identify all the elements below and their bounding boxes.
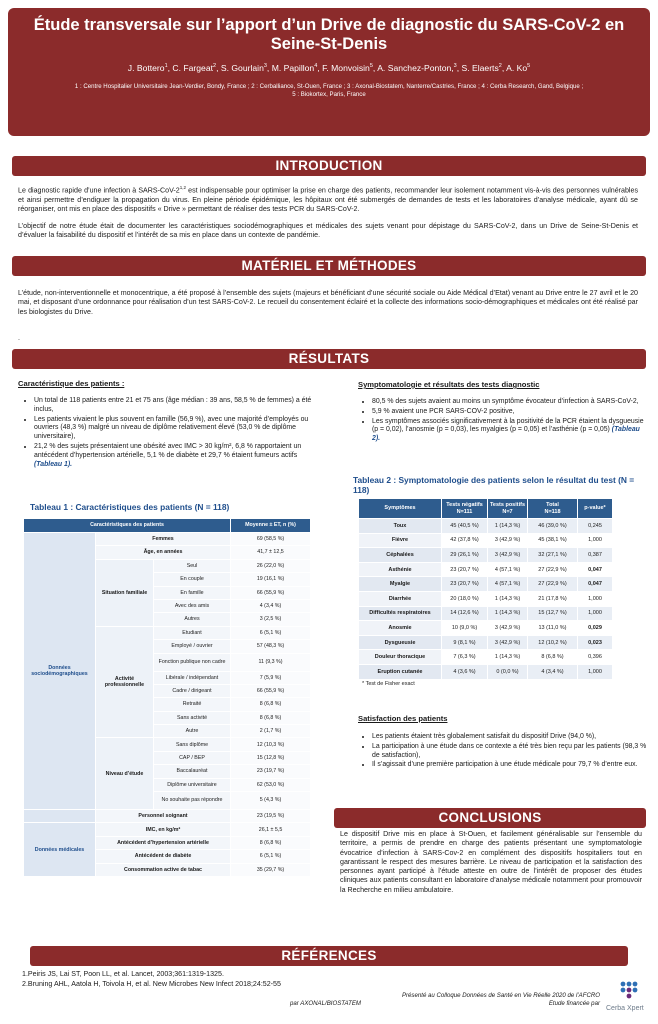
table1-caption: Tableau 1 : Caractéristiques des patients (N = 118) <box>30 502 230 512</box>
header-line: N=111 <box>456 508 473 515</box>
negative-count: 9 (8,1 %) <box>442 635 488 650</box>
introduction-paragraph-2: L’objectif de notre étude était de documenter les caractéristiques sociodémographiques et médicales des sujets venant pour dépistage du SARS-CoV-2, dans un Drive de Seine-St-Denis et d’évaluer la faisabilité du dispositif et l’intérêt de sa mis en place dans un contexte de pandémie. <box>18 222 638 240</box>
table1 <box>23 518 311 877</box>
positive-count: 0 (0,0 %) <box>488 664 528 679</box>
logo-text: Cerba Xpert <box>606 1005 644 1012</box>
p-value: 0,029 <box>578 621 613 636</box>
table1-subgroup: Niveau d’étude <box>96 738 154 810</box>
satisfaction-list <box>358 733 648 771</box>
table-cell: Seul <box>154 559 231 572</box>
total-count: 15 (12,7 %) <box>528 606 578 621</box>
table2-header-cell <box>578 499 613 519</box>
list-item-text: Les symptômes associés significativement à la positivité de la PCR étaient la dysgueusie (p = 0,02), l’anosmie (p = 0,03), les myalgies (p = 0,05) et l’asthénie (p = 0,05) <box>372 417 644 434</box>
p-value: 0,396 <box>578 650 613 665</box>
table-cell: 11 (9,3 %) <box>231 653 311 671</box>
authors-list: J. Bottero$^1$, C. Fargeat$^2$, S. Gourlain$^3$, M. Papillon$^4$, F. Monvoisin$^5$, A. Sanchez-Ponton,$^3$, S. Elaerts$^2$, A. Ko$^5$ <box>127 63 531 73</box>
positive-count: 1 (14,3 %) <box>488 519 528 534</box>
total-count: 4 (3,4 %) <box>528 664 578 679</box>
methods-paragraph: L’étude, non-interventionnelle et monocentrique, a été proposé à l’ensemble des sujets (majeurs et bénéficiant d’une sécurité sociale ou Aide Médical d’Etat) venant au Drive entre le 27 avril et le 20 mai, et disposant d’une ordonnance pour réalisation d’un test SARS-CoV-2. Le recueil du consentement éclairé et la collecte des informations socio-démographiques et médicales ont été réalisé par les biologistes du Drive. <box>18 289 638 316</box>
author: A. Sanchez-Ponton, <box>377 63 454 73</box>
positive-count: 3 (42,9 %) <box>488 533 528 548</box>
list-item-text: Les patients vivaient le plus souvent en famille (56,9 %), avec une majorité d’employés ou ouvriers (48,3 %) malgré un niveau de diplôme relativement élevé (53,0 % de diplôme universitaire), <box>34 415 309 441</box>
p-value: 1,000 <box>578 591 613 606</box>
table-cell: Fonction publique non cadre <box>154 653 231 671</box>
table-cell: Consommation active de tabac <box>96 863 231 876</box>
list-item <box>372 408 648 417</box>
positive-count: 1 (14,3 %) <box>488 606 528 621</box>
p-value: 0,245 <box>578 519 613 534</box>
table2-note: * Test de Fisher exact <box>362 681 415 687</box>
symptomatology-list <box>358 398 648 445</box>
list-item <box>34 443 312 469</box>
symptom-name: Douleur thoracique <box>359 650 442 665</box>
table-cell: 35 (29,7 %) <box>231 863 311 876</box>
list-item <box>34 416 312 442</box>
table-cell: Sans activité <box>154 711 231 724</box>
table2-row <box>359 606 613 621</box>
table-cell: 7 (5,9 %) <box>231 671 311 684</box>
table-cell: Etudiant <box>154 626 231 639</box>
list-item <box>372 398 648 407</box>
table1-group-socio: Données sociodémographiques <box>24 533 96 810</box>
table-row <box>24 533 311 546</box>
table-cell: En famille <box>154 586 231 599</box>
author: F. Monvoisin <box>322 63 370 73</box>
p-value: 0,387 <box>578 548 613 563</box>
header-line: Tests négatifs <box>446 502 483 508</box>
conclusions-text: Le dispositif Drive mis en place à St-Ouen, et facilement généralisable sur l’ensemble du territoire, a permis de prendre en charge des patients présentant une symptomatologie évocatrice d’infection à SARS-Cov-2 en complément des dispositifs hospitaliers tout en garantissant le respect des mesures barrière. Le niveau de participation et la satisfaction des personnes ayant participé à l’étude atteste en outre de l’intérêt de proposer des études cliniques aux patients consultant en laboratoire d’analyse médicale notamment pour promouvoir la Recherche en milieu ambulatoire. <box>340 830 642 894</box>
negative-count: 23 (20,7 %) <box>442 577 488 592</box>
total-count: 46 (39,0 %) <box>528 519 578 534</box>
table-cell: Retraité <box>154 698 231 711</box>
table-cell: 26 (22,0 %) <box>231 559 311 572</box>
total-count: 13 (11,0 %) <box>528 621 578 636</box>
table-reference: (Tableau 1). <box>34 460 73 468</box>
poster-title <box>18 16 640 54</box>
author-affiliation-number: 4 <box>314 63 318 70</box>
table-cell: 8 (6,8 %) <box>231 836 311 849</box>
symptom-name: Fièvre <box>359 533 442 548</box>
negative-count: 45 (40,5 %) <box>442 519 488 534</box>
table1-header-characteristics: Caractéristiques des patients <box>24 519 231 533</box>
table-cell: Sans diplôme <box>154 738 231 751</box>
p-value: 1,000 <box>578 533 613 548</box>
header-line: Total <box>546 502 559 508</box>
table-cell: Personnel soignant <box>96 810 231 823</box>
p-value: 0,023 <box>578 635 613 650</box>
list-item-text: 5,9 % avaient une PCR SARS-COV-2 positive, <box>372 407 515 415</box>
table-cell: 15 (12,8 %) <box>231 751 311 764</box>
list-item <box>372 418 648 444</box>
header-line: N=7 <box>502 508 513 515</box>
table-cell: Avec des amis <box>154 599 231 612</box>
list-item: • Les patients étaient très globalement satisfait du dispositif Drive (94,0 %), <box>372 733 648 742</box>
negative-count: 42 (37,8 %) <box>442 533 488 548</box>
title-line-1: Étude transversale sur l’apport d’un Drive de diagnostic du SARS-CoV-2 en <box>33 16 625 34</box>
list-item-text: Un total de 118 patients entre 21 et 75 ans (âge médian : 39 ans, 58,5 % de femmes) a été inclus, <box>34 397 312 413</box>
table2 <box>358 498 613 680</box>
symptom-name: Eruption cutanée <box>359 664 442 679</box>
table1-subgroup: Activité professionnelle <box>96 626 154 738</box>
total-count: 12 (10,2 %) <box>528 635 578 650</box>
table1-container <box>23 518 311 877</box>
table-cell: 26,1 ± 5,5 <box>231 823 311 836</box>
negative-count: 10 (9,0 %) <box>442 621 488 636</box>
table-cell: 41,7 ± 12,5 <box>231 546 311 559</box>
author-affiliation-number: 5 <box>527 63 531 70</box>
symptom-name: Myalgie <box>359 577 442 592</box>
total-count: 45 (38,1 %) <box>528 533 578 548</box>
negative-count: 23 (20,7 %) <box>442 562 488 577</box>
p-value: 1,000 <box>578 664 613 679</box>
list-item: • Il s’agissait d’une première participation à une étude médicale pour 79,7 % d’entre eux. <box>372 761 648 770</box>
header-line: Tests positifs <box>489 502 526 508</box>
patient-characteristics-list <box>20 397 312 470</box>
table-cell: 62 (53,0 %) <box>231 778 311 791</box>
author-affiliation-number: 3 <box>263 63 267 70</box>
negative-count: 14 (12,6 %) <box>442 606 488 621</box>
table-cell: Autres <box>154 613 231 626</box>
table-cell: 12 (10,3 %) <box>231 738 311 751</box>
poster-header <box>8 8 650 136</box>
table2-row <box>359 591 613 606</box>
list-item: • La participation à une étude dans ce contexte a été très bien reçu par les patients (98,3 % de satisfaction), <box>372 743 648 761</box>
table-cell: No souhaite pas répondre <box>154 792 231 810</box>
symptomatology-title: Symptomatologie et résultats des tests diagnostic <box>358 380 540 389</box>
author: S. Elaerts <box>461 63 499 73</box>
negative-count: 4 (3,6 %) <box>442 664 488 679</box>
author: J. Bottero <box>127 63 165 73</box>
header-line: p-value* <box>584 505 606 512</box>
author-affiliation-number: 2 <box>213 63 217 70</box>
header-line: Symptômes <box>384 505 416 512</box>
table-cell: Employé / ouvrier <box>154 640 231 653</box>
symptom-name: Diarrhée <box>359 591 442 606</box>
references-list <box>22 970 442 989</box>
table-cell: En couple <box>154 573 231 586</box>
table-cell: Antécédent de diabète <box>96 850 231 863</box>
table2-row <box>359 548 613 563</box>
table2-row <box>359 650 613 665</box>
table2-row <box>359 664 613 679</box>
author: C. Fargeat <box>172 63 214 73</box>
table1-subgroup: Situation familiale <box>96 559 154 626</box>
total-count: 27 (22,9 %) <box>528 577 578 592</box>
table-cell: 23 (19,5 %) <box>231 810 311 823</box>
symptom-name: Toux <box>359 519 442 534</box>
table-cell: 19 (16,1 %) <box>231 573 311 586</box>
symptom-name: Difficultés respiratoires <box>359 606 442 621</box>
table-cell: 23 (19,7 %) <box>231 765 311 778</box>
logo-dots-icon <box>617 980 641 1002</box>
positive-count: 1 (14,3 %) <box>488 650 528 665</box>
table-cell: 4 (3,4 %) <box>231 599 311 612</box>
table-cell: IMC, en kg/m² <box>96 823 231 836</box>
header-line: N=118 <box>544 508 561 515</box>
table-reference: (Tableau 2). <box>372 426 640 443</box>
positive-count: 3 (42,9 %) <box>488 548 528 563</box>
table-cell: Diplôme universitaire <box>154 778 231 791</box>
table2-row <box>359 635 613 650</box>
footer-credit: Présenté au Colloque Données de Santé en Vie Réelle 2020 de l’AFCRO par AXONAL/BIOSTATEM Etude financée par <box>290 992 600 1007</box>
table-cell: 5 (4,3 %) <box>231 792 311 810</box>
total-count: 27 (22,9 %) <box>528 562 578 577</box>
table-cell: Cadre / dirigeant <box>154 684 231 697</box>
table-cell: 66 (55,9 %) <box>231 684 311 697</box>
table-cell: 6 (5,1 %) <box>231 626 311 639</box>
symptom-name: Céphalées <box>359 548 442 563</box>
references-heading: RÉFÉRENCES <box>30 946 628 966</box>
table-cell: 66 (55,9 %) <box>231 586 311 599</box>
table-row <box>24 519 311 533</box>
table2-header-row <box>359 499 613 519</box>
total-count: 8 (6,8 %) <box>528 650 578 665</box>
positive-count: 3 (42,9 %) <box>488 621 528 636</box>
results-heading: RÉSULTATS <box>12 349 646 369</box>
table-cell: Libérale / indépendant <box>154 671 231 684</box>
author-affiliation-number: 3 <box>453 63 457 70</box>
table-cell: 69 (58,5 %) <box>231 533 311 546</box>
introduction-heading: INTRODUCTION <box>12 156 646 176</box>
table-cell: 8 (6,8 %) <box>231 711 311 724</box>
table2-header-cell <box>442 499 488 519</box>
table-cell: 6 (5,1 %) <box>231 850 311 863</box>
positive-count: 1 (14,3 %) <box>488 591 528 606</box>
p-value: 0,047 <box>578 562 613 577</box>
table-cell: Baccalauréat <box>154 765 231 778</box>
symptom-name: Anosmie <box>359 621 442 636</box>
table-row <box>24 823 311 836</box>
total-count: 21 (17,8 %) <box>528 591 578 606</box>
author-affiliation-number: 5 <box>369 63 373 70</box>
table2-header-cell <box>359 499 442 519</box>
author: A. Ko <box>506 63 528 73</box>
affiliations: 1 : Centre Hospitalier Universitaire Jean-Verdier, Bondy, France ; 2 : Cerballiance, St-Ouen, France ; 3 : Axonal-Biostatem, Nanterre/Castries, France ; 4 : Cerba Research, Gand, Belgique ; 5 : Biokortex, Paris, France <box>74 83 584 98</box>
table2-container <box>358 498 613 680</box>
table-cell: 57 (48,3 %) <box>231 640 311 653</box>
table2-caption: Tableau 2 : Symptomatologie des patients selon le résultat du test (N = 118) <box>353 475 635 495</box>
author: S. Gourlain <box>220 63 264 73</box>
methods-dot: . <box>18 334 20 342</box>
p-value: 1,000 <box>578 606 613 621</box>
table2-row <box>359 621 613 636</box>
symptom-name: Dysgueusie <box>359 635 442 650</box>
negative-count: 29 (26,1 %) <box>442 548 488 563</box>
cerba-xpert-logo <box>604 980 654 1020</box>
table-cell: CAP / BEP <box>154 751 231 764</box>
symptom-name: Asthénie <box>359 562 442 577</box>
p-value: 0,047 <box>578 577 613 592</box>
table1-header-values: Moyenne ± ET, n (%) <box>231 519 311 533</box>
negative-count: 7 (6,3 %) <box>442 650 488 665</box>
positive-count: 3 (42,9 %) <box>488 635 528 650</box>
table2-row <box>359 533 613 548</box>
table-cell: Femmes <box>96 533 231 546</box>
table-cell: 2 (1,7 %) <box>231 725 311 738</box>
table2-row <box>359 577 613 592</box>
methods-heading: MATÉRIEL ET MÉTHODES <box>12 256 646 276</box>
patient-characteristics-title: Caractéristique des patients : <box>18 379 125 388</box>
conclusions-heading: CONCLUSIONS <box>334 808 646 828</box>
reference-item: 2.Bruning AHL, Aatola H, Toivola H, et al. New Microbes New Infect 2018;24:52-55 <box>22 979 281 988</box>
positive-count: 4 (57,1 %) <box>488 577 528 592</box>
table-cell: Autre <box>154 725 231 738</box>
table-row <box>24 810 311 823</box>
table-cell: Antécédent d’hypertension artérielle <box>96 836 231 849</box>
table-cell: Âge, en années <box>96 546 231 559</box>
title-line-2: Seine-St-Denis <box>270 35 388 53</box>
negative-count: 20 (18,0 %) <box>442 591 488 606</box>
reference-item: 1.Peiris JS, Lai ST, Poon LL, et al. Lancet, 2003;361:1319-1325. <box>22 970 224 978</box>
total-count: 32 (27,1 %) <box>528 548 578 563</box>
list-item <box>34 397 312 415</box>
table2-header-cell <box>528 499 578 519</box>
introduction-paragraph-1: Le diagnostic rapide d’une infection à SARS-CoV-2$^{1,2}$ est indispensable pour optimiser la prise en charge des patients, recommander leur isolement notamment vis-à-vis des personnes vulnérables et ainsi permettre d’endiguer la propagation du virus. En pleine période épidémique, les hôpitaux ont été submergés de demandes de tests et les laboratoires d’analyse médicale, ayant dû se réorganiser, ont mis en place des dispositifs « Drive » permettant de réaliser des tests PCR du SARS-CoV-2. <box>18 185 638 213</box>
table2-row <box>359 562 613 577</box>
table2-row <box>359 519 613 534</box>
list-item-text: 21,2 % des sujets présentaient une obésité avec IMC > 30 kg/m², 6,8 % rapportaient un antécédent d’hypertension artérielle, 5,1 % de diabète et 29,7 % étaient fumeurs actifs <box>34 442 302 459</box>
table1-group-spacer <box>24 810 96 823</box>
author: M. Papillon <box>271 63 315 73</box>
author-affiliation-number: 1 <box>164 63 168 70</box>
list-item-text: 80,5 % des sujets avaient au moins un symptôme évocateur d’infection à SARS-CoV-2, <box>372 398 639 405</box>
table1-group-medical: Données médicales <box>24 823 96 877</box>
positive-count: 4 (57,1 %) <box>488 562 528 577</box>
author-affiliation-number: 2 <box>498 63 502 70</box>
table-cell: 3 (2,5 %) <box>231 613 311 626</box>
table2-header-cell <box>488 499 528 519</box>
table-cell: 8 (6,8 %) <box>231 698 311 711</box>
satisfaction-title: Satisfaction des patients <box>358 714 448 723</box>
